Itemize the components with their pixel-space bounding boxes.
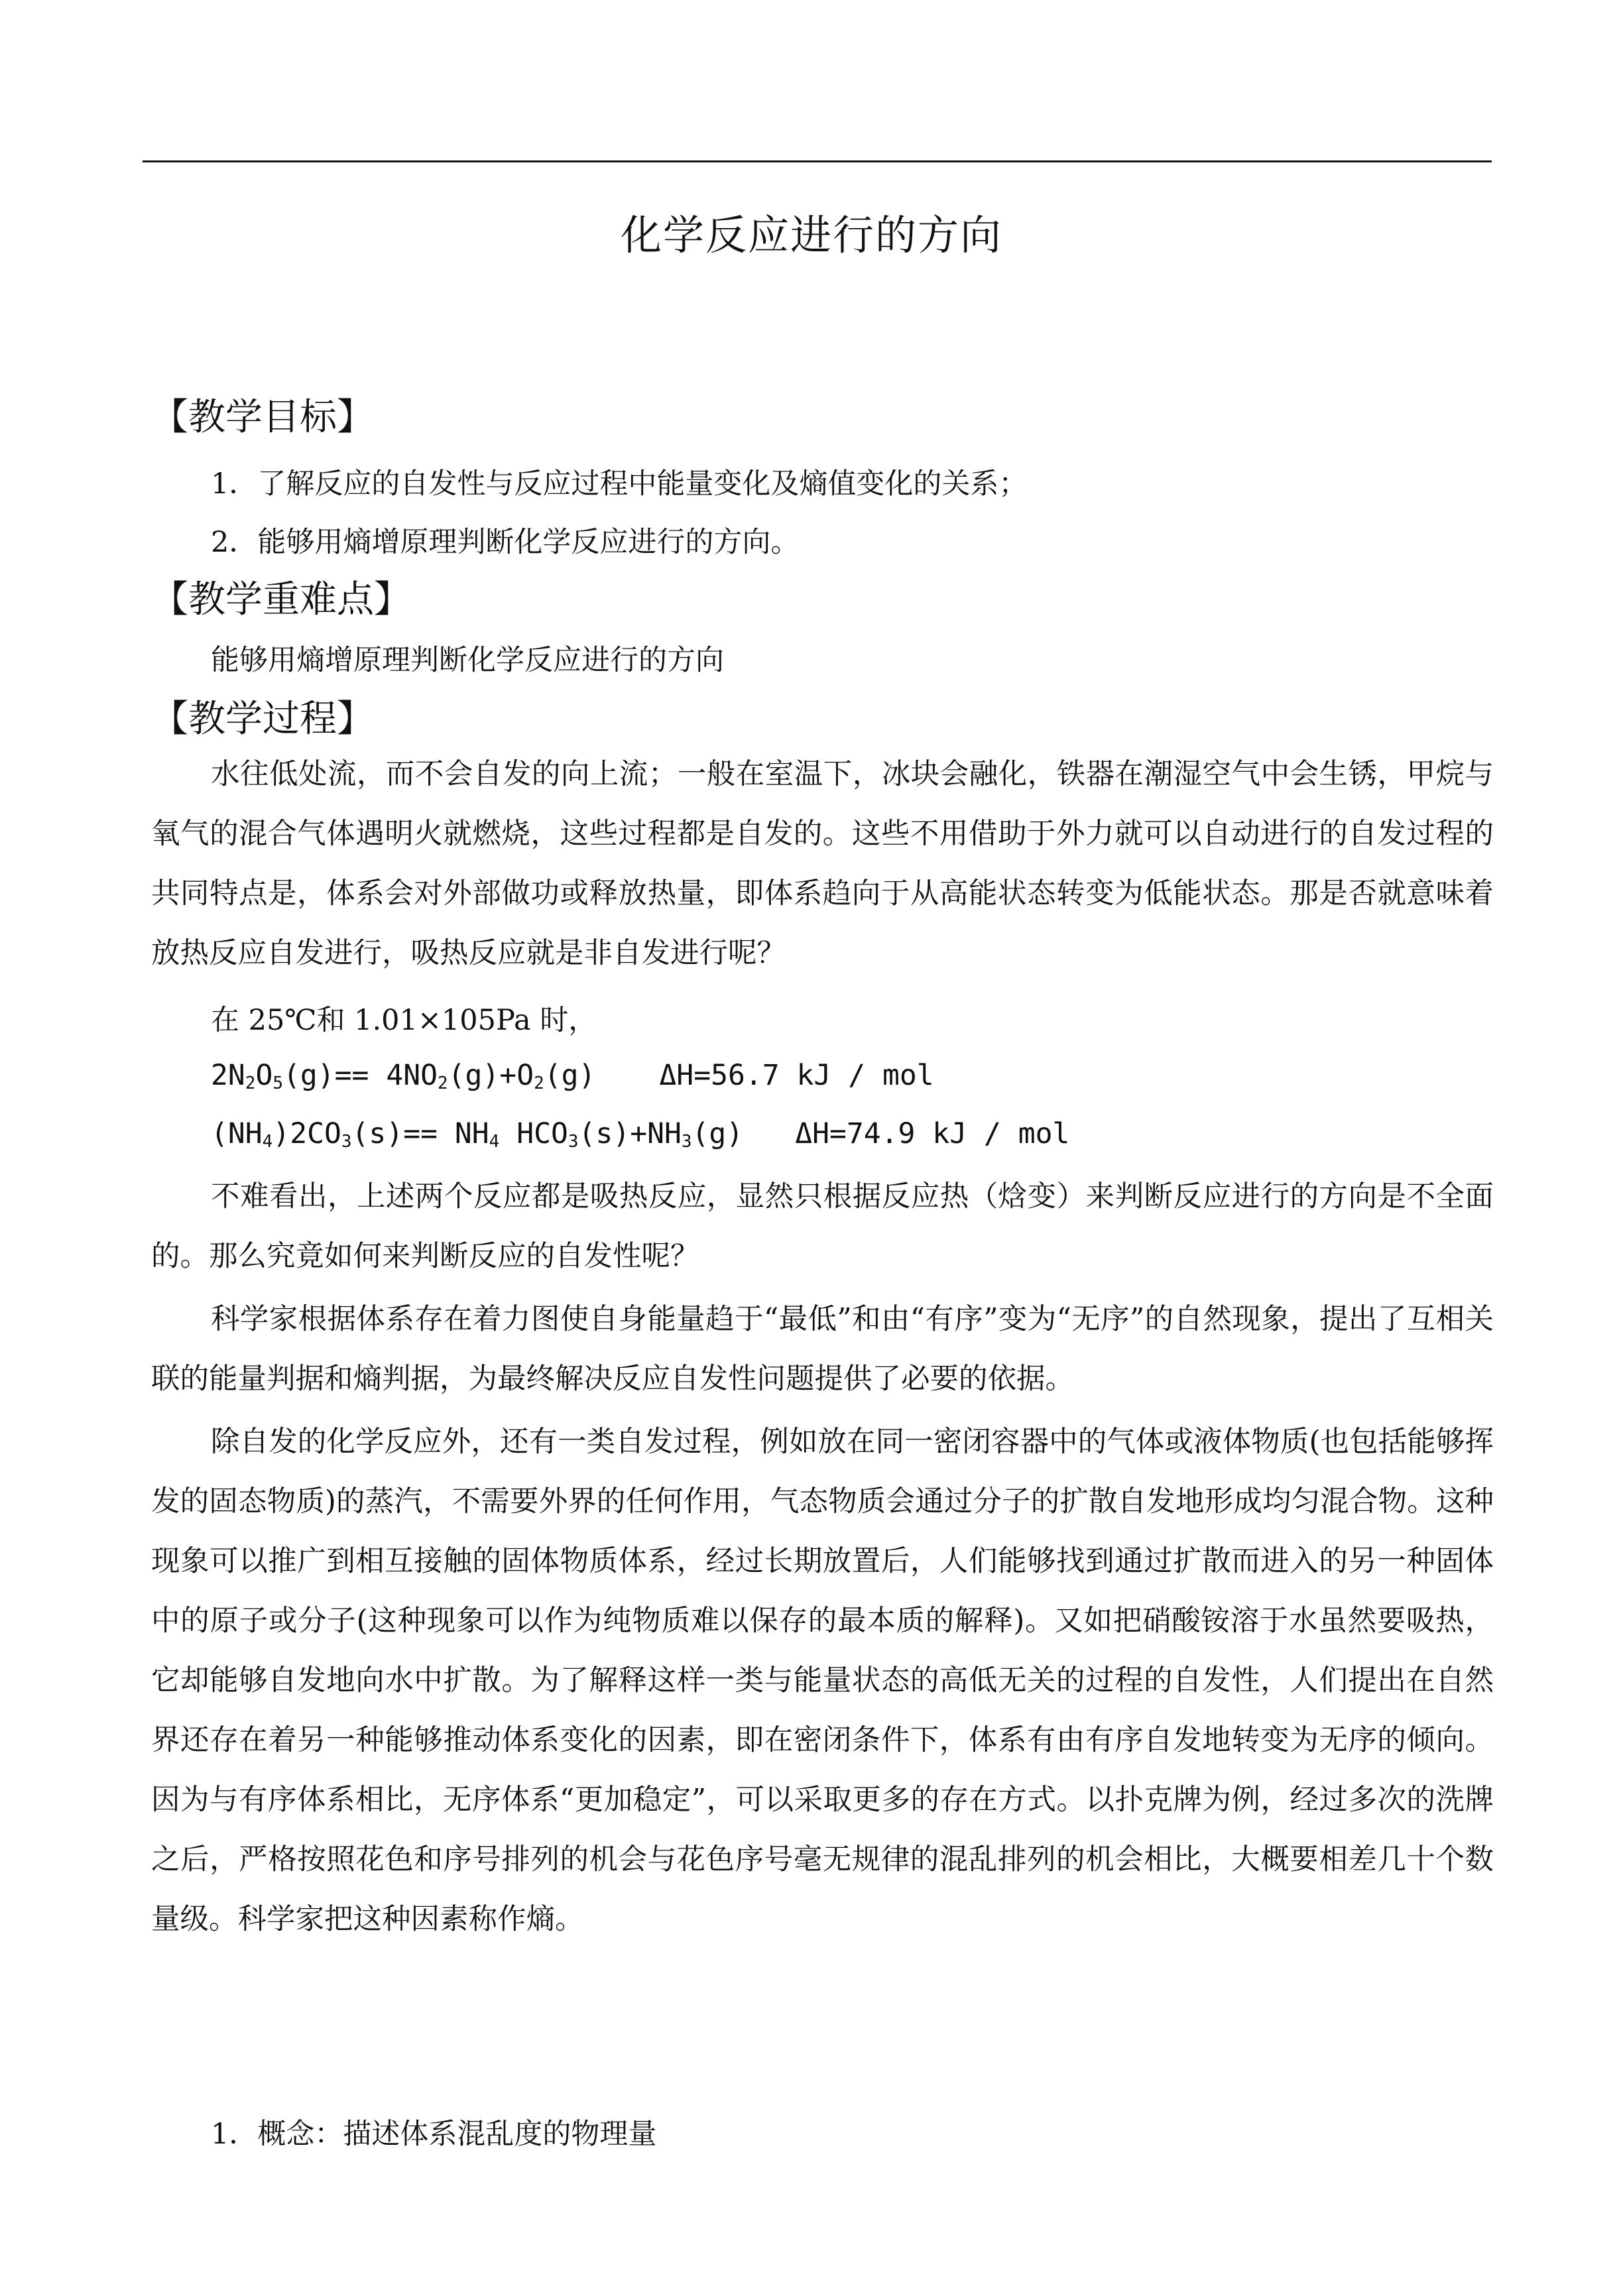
objective-item-2: 2．能够用熵增原理判断化学反应进行的方向。 [211, 526, 800, 559]
heading-teaching-objectives: 【教学目标】 [151, 396, 374, 439]
paragraph-intro: 水往低处流，而不会自发的向上流；一般在室温下，冰块会融化，铁器在潮湿空气中会生锈，甲烷与氧气的混合气体遇明火就燃烧，这些过程都是自发的。这些不用借助于外力就可以自动进行的自发过程的共同特点是，体系会对外部做功或释放热量，即体系趋向于从高能状态转变为低能状态。那是否就意味着放热反应自发进行，吸热反应就是非自发进行呢？ [151, 758, 1494, 970]
equation-1: $2N_2O_5(g)== 4NO_2(g)+O_2(g)$ ΔH=56.7 kJ / mol [211, 1059, 934, 1093]
paragraph-criteria: 科学家根据体系存在着力图使自身能量趋于“最低”和由“有序”变为“无序”的自然现象，提出了互相关联的能量判据和熵判据，为最终解决反应自发性问题提供了必要的依据。 [151, 1303, 1494, 1396]
paragraph-endothermic: 不难看出，上述两个反应都是吸热反应，显然只根据反应热（焓变）来判断反应进行的方向是不全面的。那么究竟如何来判断反应的自发性呢？ [151, 1180, 1494, 1273]
heading-teaching-process: 【教学过程】 [151, 697, 374, 741]
page-title: 化学反应进行的方向 [620, 211, 1002, 259]
heading-key-points: 【教学重难点】 [151, 578, 411, 621]
equation-1-enthalpy: ΔH=56.7 kJ / mol [659, 1059, 934, 1092]
key-points-text: 能够用熵增原理判断化学反应进行的方向 [211, 644, 724, 677]
objective-item-1: 1．了解反应的自发性与反应过程中能量变化及熵值变化的关系； [211, 467, 1028, 501]
concept-item-1: 1．概念：描述体系混乱度的物理量 [211, 2118, 657, 2151]
equation-2: $(NH_4)2CO_3(s)== NH_4$ $HCO_3(s)+NH_3(g)$ ΔH=74.9 kJ / mol [211, 1117, 1070, 1152]
paragraph-entropy: 除自发的化学反应外，还有一类自发过程，例如放在同一密闭容器中的气体或液体物质(也包括能够挥发的固态物质)的蒸汽，不需要外界的任何作用，气态物质会通过分子的扩散自发地形成均匀混合物。这种现象可以推广到相互接触的固体物质体系，经过长期放置后，人们能够找到通过扩散而进入的另一种固体中的原子或分子(这种现象可以作为纯物质难以保存的最本质的解释)。又如把硝酸铵溶于水虽然要吸热，它却能够自发地向水中扩散。为了解释这样一类与能量状态的高低无关的过程的自发性，人们提出在自然界还存在着另一种能够推动体系变化的因素，即在密闭条件下，体系有由有序自发地转变为无序的倾向。因为与有序体系相比，无序体系“更加稳定”，可以采取更多的存在方式。以扑克牌为例，经过多次的洗牌之后，严格按照花色和序号排列的机会与花色序号毫无规律的混乱排列的机会相比，大概要相差几十个数量级。科学家把这种因素称作熵。 [151, 1425, 1494, 1936]
condition-line: 在 25℃和 1.01×105Pa 时， [211, 1004, 597, 1037]
equation-2-enthalpy: ΔH=74.9 kJ / mol [795, 1117, 1070, 1150]
header-rule [143, 160, 1492, 162]
